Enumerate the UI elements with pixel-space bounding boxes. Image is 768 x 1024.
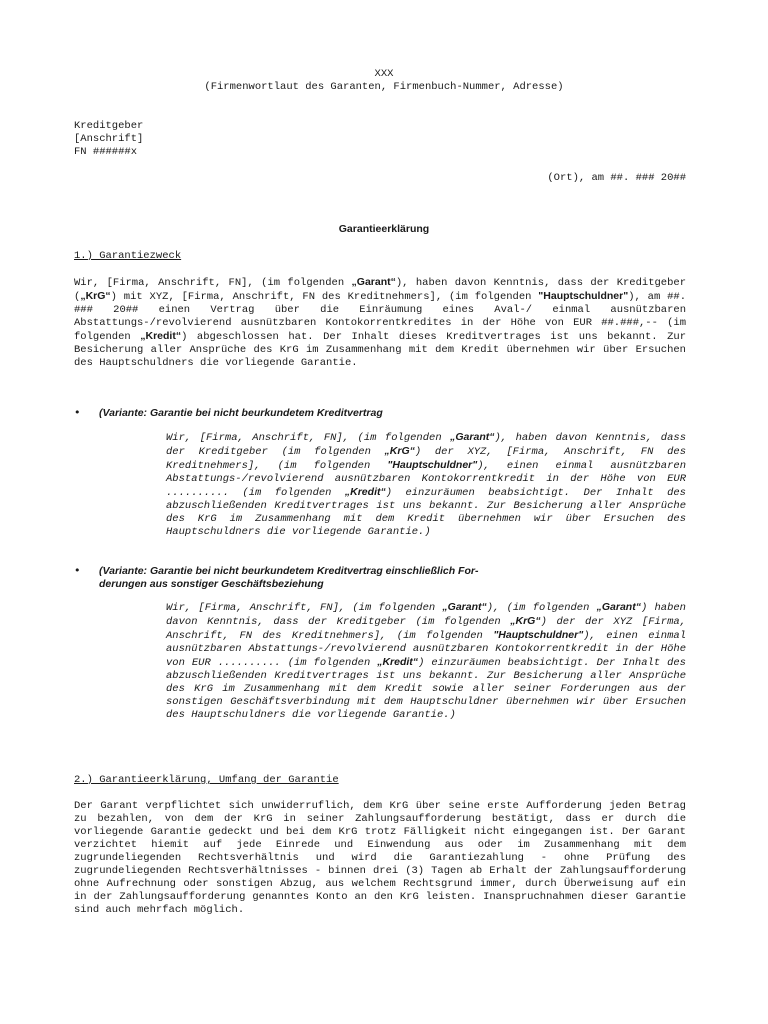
recipient-line-2: [Anschrift] <box>74 133 144 145</box>
variant-1-text: Wir, [Firma, Anschrift, FN], (im folgenden „Garant“), haben davon Kenntnis, dass der Kreditgeber (im folgenden „KrG“) der XYZ, [Firma, Anschrift, FN des Kreditnehmers], (im folgenden "Hauptschuldner"), einen einmal ausnützbaren Abstattungs-/revolvierend ausnützbaren Kontokorrentkredit in der Höhe von EUR .......... (im folgenden „Kredit“) einzuräumen beabsichtigt. Der Inhalt des abzuschließenden Kreditvertrages ist uns bekannt. Zur Besicherung aller Ansprüche des KrG im Zusammenhang mit dem Kredit übernehmen wir über Ersuchen des Hauptschuldners die vorliegende Garantie.) <box>166 431 687 538</box>
term-garant: „Garant“ <box>351 276 396 288</box>
company-details: (Firmenwortlaut des Garanten, Firmenbuch-Nummer, Adresse) <box>204 81 564 93</box>
recipient-line-3: FN ######x <box>74 146 138 158</box>
section-1-heading: 1.) Garantiezweck <box>74 250 182 262</box>
variant-2-text: Wir, [Firma, Anschrift, FN], (im folgenden „Garant“), (im folgenden „Garant“) haben davon Kenntnis, dass der Kreditgeber (im folgenden „KrG“) der der XYZ [Firma, Anschrift, FN des Kreditnehmers], (im folgenden "Hauptschuldner"), einen einmal ausnützbaren Abstattungs-/revolvierend ausnützbaren Kontokorrentkredit in der Höhe von EUR .......... (im folgenden „Kredit“) einzuräumen beabsichtigt. Der Inhalt des abzuschließenden Kreditvertrages ist uns bekannt. Zur Besicherung aller Ansprüche des KrG im Zusammenhang mit dem Kredit sowie aller seiner Forderungen aus der sonstigen Geschäftsverbindung mit dem Hauptschuldner übernehmen wir über Ersuchen des Hauptschuldners die vorliegende Garantie.) <box>166 601 687 721</box>
variant-2-heading-line-1: (Variante: Garantie bei nicht beurkundetem Kreditvertrag einschließlich For- <box>99 565 479 577</box>
date-line: (Ort), am ##. ### 20## <box>547 172 686 184</box>
term-kredit: „Kredit“ <box>140 330 182 342</box>
term-hauptschuldner: "Hauptschuldner" <box>538 290 629 302</box>
company-name: XXX <box>374 68 394 80</box>
variant-1-heading: (Variante: Garantie bei nicht beurkundetem Kreditvertrag <box>99 407 383 419</box>
section-1-text: Wir, [Firma, Anschrift, FN], (im folgenden „Garant“), haben davon Kenntnis, dass der Kreditgeber („KrG“) mit XYZ, [Firma, Anschrift, FN des Kreditnehmers], (im folgenden "Hauptschuldner"), am ##. ### 20## einen Vertrag über die Einräumung eines Aval-/ einmal ausnützbaren Abstattungs-/revolvierend ausnützbaren Kontokorrentkredites in der Höhe von EUR ##.###,-- (im folgenden „Kredit“) abgeschlossen hat. Der Inhalt dieses Kreditvertrages ist uns bekannt. Zur Besicherung aller Ansprüche des KrG im Zusammenhang mit dem Kredit übernehmen wir über Ersuchen des Hauptschuldners die vorliegende Garantie. <box>74 276 687 369</box>
section-2-text: Der Garant verpflichtet sich unwiderruflich, dem KrG über seine erste Aufforderung jeden Betrag zu bezahlen, von dem der KrG in seiner Zahlungsaufforderung bestätigt, dass er durch die vorliegende Garantie gedeckt und bei dem KrG trotz Fälligkeit nicht eingegangen ist. Der Garant verzichtet hiemit auf jede Einrede und Einwendung aus oder im Zusammenhang mit dem zugrundeliegenden Rechtsverhältnis und wird die Garantiezahlung - ohne Prüfung des zugrundeliegenden Rechtsverhältnisses - binnen drei (3) Tagen ab Erhalt der Zahlungsaufforderung ohne Aufrechnung oder sonstigen Abzug, aus welchem Rechtsgrund immer, durch Überweisung auf ein in der Zahlungsaufforderung genanntes Konto an den KrG leisten. Inanspruchnahmen dieser Garantie sind auch mehrfach möglich. <box>74 800 686 916</box>
recipient-line-1: Kreditgeber <box>74 120 144 132</box>
bullet-variant-1: • <box>74 406 81 419</box>
term-krg: „KrG“ <box>80 290 111 302</box>
variant-2-heading-line-2: derungen aus sonstiger Geschäftsbeziehung <box>99 578 324 590</box>
document-title: Garantieerklärung <box>338 223 430 235</box>
bullet-variant-2: • <box>74 564 81 577</box>
section-2-heading: 2.) Garantieerklärung, Umfang der Garantie <box>74 774 339 786</box>
